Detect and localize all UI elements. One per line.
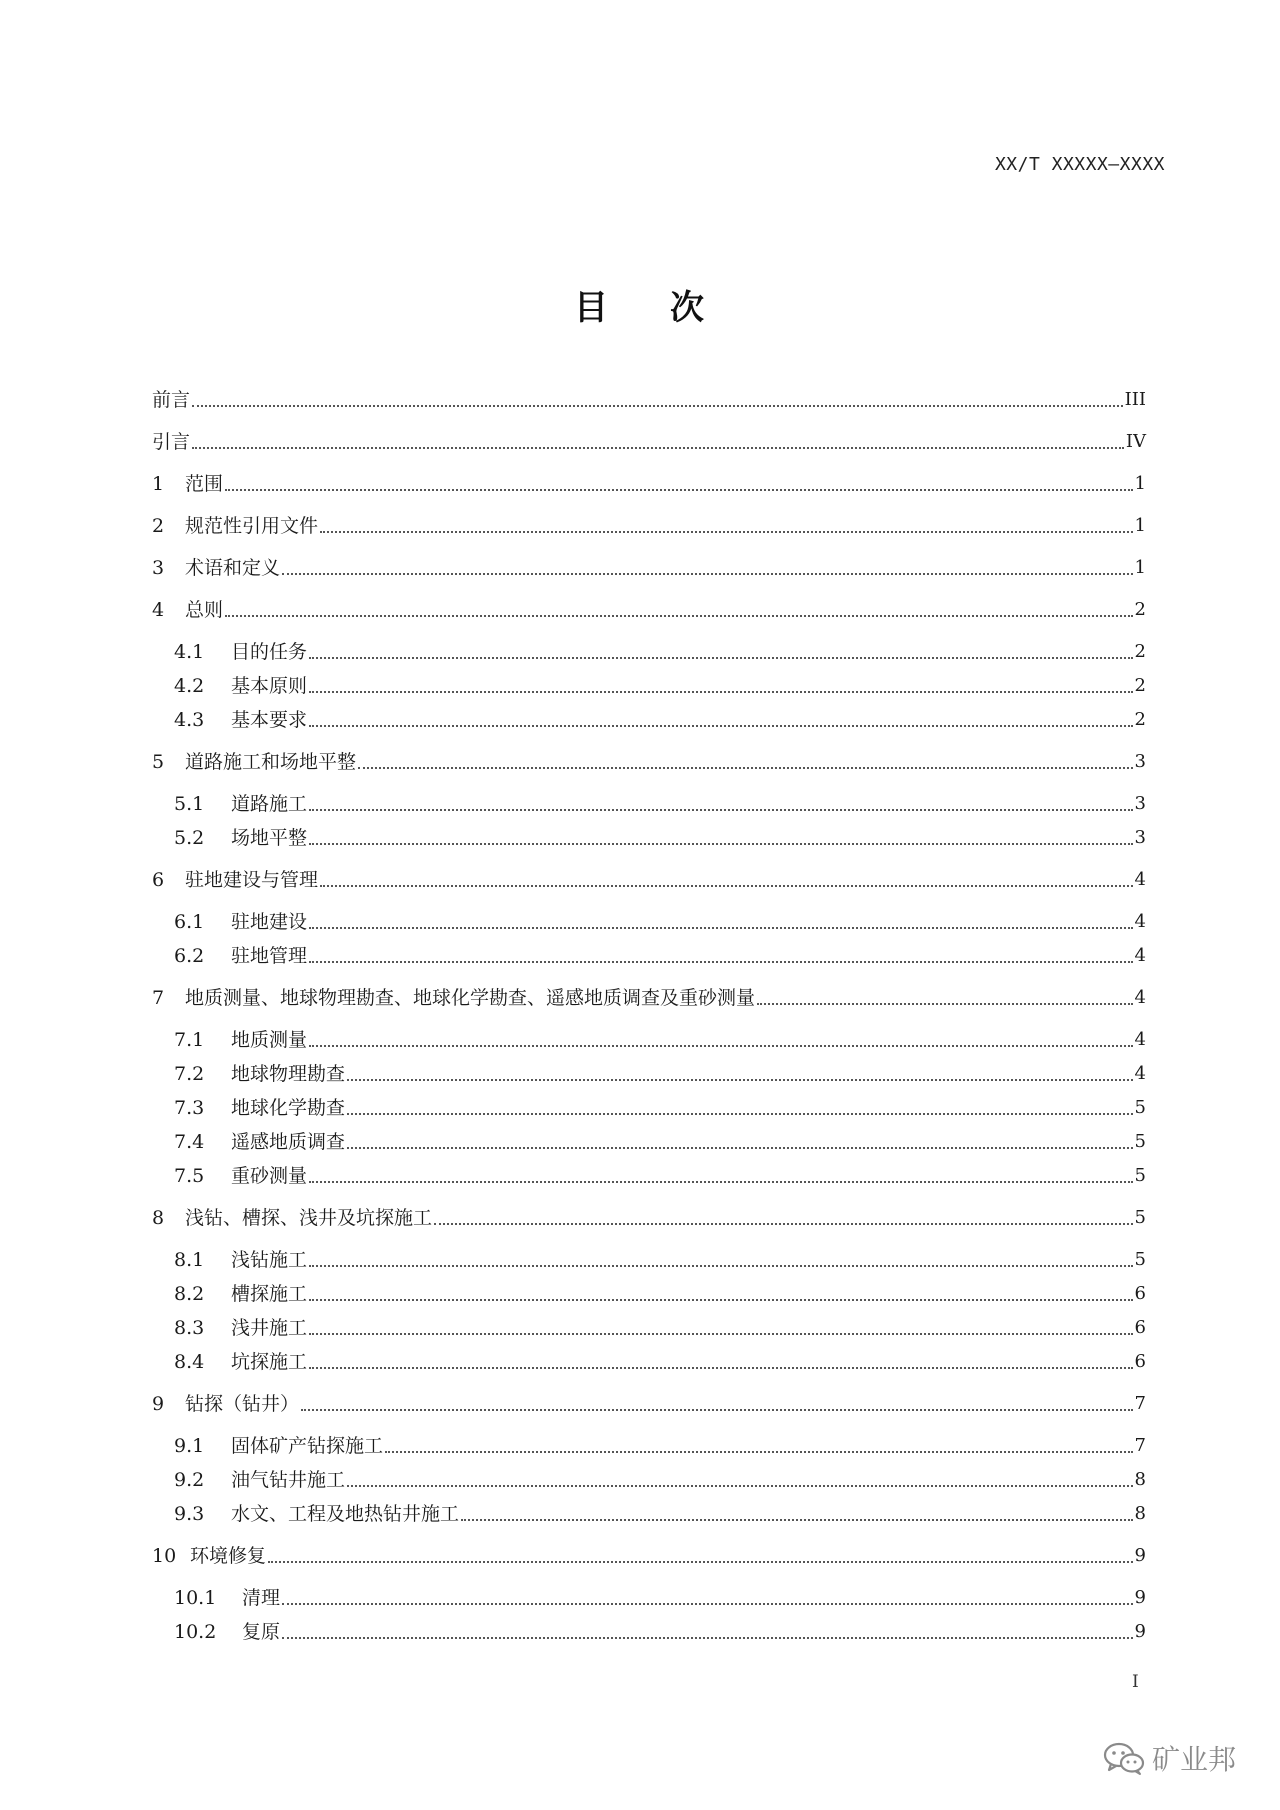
toc-leader-dots: [282, 1603, 1133, 1605]
toc-subentry[interactable]: [174, 1346, 1146, 1374]
toc-entry-page: 9: [1134, 1621, 1146, 1642]
toc-leader-dots: [309, 691, 1133, 693]
title-part-2: 次: [670, 288, 706, 328]
toc-entry-number: 4.2: [174, 675, 205, 697]
toc-entry-page: 8: [1134, 1503, 1146, 1524]
document-code: XX/T XXXXX—XXXX: [994, 154, 1165, 175]
toc-entry-title: 重砂测量: [231, 1165, 308, 1187]
toc-leader-dots: [347, 1079, 1133, 1081]
toc-entry-number: 7.4: [174, 1131, 205, 1153]
toc-entry-title: 前言: [152, 389, 191, 411]
toc-subentry[interactable]: [174, 788, 1146, 816]
toc-entry-number: 7.3: [174, 1097, 205, 1119]
toc-entry-page: 9: [1134, 1587, 1146, 1608]
footer-page-number: I: [1132, 1672, 1139, 1692]
toc-entry-number: 9.1: [174, 1435, 205, 1457]
toc-entry-title: 复原: [242, 1621, 281, 1643]
toc-entry-title: 地球物理勘查: [231, 1063, 346, 1085]
toc-entry-page: 5: [1134, 1249, 1146, 1270]
toc-entry-title: 总则: [185, 599, 224, 621]
toc-entry-page: 1: [1134, 557, 1146, 578]
toc-subentry[interactable]: [174, 1244, 1146, 1272]
toc-leader-dots: [385, 1451, 1133, 1453]
toc-entry-title: 固体矿产钻探施工: [231, 1435, 384, 1457]
toc-entry-number: 8.4: [174, 1351, 205, 1373]
toc-entry-number: 3: [152, 557, 165, 579]
toc-entry[interactable]: [152, 594, 1146, 622]
toc-entry-title: 地质测量: [231, 1029, 308, 1051]
toc-entry-page: 2: [1134, 709, 1146, 730]
toc-leader-dots: [461, 1519, 1133, 1521]
toc-entry-page: 4: [1134, 911, 1146, 932]
toc-leader-dots: [757, 1003, 1133, 1005]
toc-entry-page: 9: [1134, 1545, 1146, 1566]
toc-entry-number: 4: [152, 599, 165, 621]
toc-entry-number: 4.3: [174, 709, 205, 731]
watermark-text: 矿业邦: [1152, 1743, 1237, 1776]
toc-entry-page: 5: [1134, 1131, 1146, 1152]
toc-entry-page: 8: [1134, 1469, 1146, 1490]
toc-entry-title: 槽探施工: [231, 1283, 308, 1305]
toc-entry[interactable]: [152, 982, 1146, 1010]
toc-entry-number: 7.2: [174, 1063, 205, 1085]
toc-entry-number: 9: [152, 1393, 165, 1415]
toc-leader-dots: [320, 531, 1133, 533]
toc-entry-page: 2: [1134, 641, 1146, 662]
toc-entry-title: 基本原则: [231, 675, 308, 697]
toc-leader-dots: [192, 447, 1124, 449]
toc-subentry[interactable]: [174, 670, 1146, 698]
toc-leader-dots: [309, 961, 1133, 963]
toc-entry[interactable]: [152, 746, 1146, 774]
toc-entry[interactable]: [152, 510, 1146, 538]
toc-leader-dots: [309, 657, 1133, 659]
toc-subentry[interactable]: [174, 1058, 1146, 1086]
toc-leader-dots: [434, 1223, 1133, 1225]
toc-leader-dots: [192, 405, 1123, 407]
toc-entry-number: 4.1: [174, 641, 205, 663]
toc-entry-number: 6: [152, 869, 165, 891]
toc-subentry[interactable]: [174, 636, 1146, 664]
toc-entry-title: 浅钻、槽探、浅井及坑探施工: [185, 1207, 433, 1229]
toc-entry-title: 油气钻井施工: [231, 1469, 346, 1491]
toc-entry-title: 驻地管理: [231, 945, 308, 967]
toc-entry-number: 6.2: [174, 945, 205, 967]
toc-leader-dots: [309, 1299, 1133, 1301]
toc-entry-page: 4: [1134, 987, 1146, 1008]
toc-subentry[interactable]: [174, 1278, 1146, 1306]
toc-entry-page: 4: [1134, 1029, 1146, 1050]
toc-subentry[interactable]: [174, 1312, 1146, 1340]
toc-entry-title: 范围: [185, 473, 224, 495]
toc-entry-title: 环境修复: [190, 1545, 267, 1567]
toc-leader-dots: [282, 573, 1133, 575]
toc-entry-number: 6.1: [174, 911, 205, 933]
toc-entry-number: 5: [152, 751, 165, 773]
toc-entry-title: 地球化学勘查: [231, 1097, 346, 1119]
toc-entry-title: 道路施工: [231, 793, 308, 815]
toc-entry[interactable]: [152, 864, 1146, 892]
toc-entry[interactable]: [152, 426, 1146, 454]
toc-entry-number: 2: [152, 515, 165, 537]
toc-entry[interactable]: [152, 1388, 1146, 1416]
toc-entry-title: 目的任务: [231, 641, 308, 663]
toc-entry-number: 9.3: [174, 1503, 205, 1525]
toc-leader-dots: [268, 1561, 1133, 1563]
toc-subentry[interactable]: [174, 1464, 1146, 1492]
toc-entry-number: 7.5: [174, 1165, 205, 1187]
toc-entry[interactable]: [152, 384, 1146, 412]
toc-subentry[interactable]: [174, 1582, 1146, 1610]
toc-entry-number: 9.2: [174, 1469, 205, 1491]
toc-entry-title: 遥感地质调查: [231, 1131, 346, 1153]
toc-entry[interactable]: [152, 1540, 1146, 1568]
toc-entry-page: III: [1124, 389, 1146, 410]
toc-entry-page: 6: [1134, 1317, 1146, 1338]
toc-entry-page: 1: [1134, 515, 1146, 536]
toc-entry-number: 7: [152, 987, 165, 1009]
toc-entry-page: 3: [1134, 827, 1146, 848]
toc-entry-number: 1: [152, 473, 165, 495]
toc-leader-dots: [225, 489, 1133, 491]
toc-leader-dots: [320, 885, 1133, 887]
toc-leader-dots: [309, 809, 1133, 811]
toc-entry-page: 6: [1134, 1283, 1146, 1304]
toc-leader-dots: [347, 1485, 1133, 1487]
toc-subentry[interactable]: [174, 940, 1146, 968]
toc-entry-title: 术语和定义: [185, 557, 281, 579]
toc-entry-title: 水文、工程及地热钻井施工: [231, 1503, 460, 1525]
toc-entry-title: 驻地建设与管理: [185, 869, 319, 891]
toc-entry-page: 5: [1134, 1097, 1146, 1118]
toc-entry-page: IV: [1125, 431, 1146, 452]
toc-entry-page: 2: [1134, 599, 1146, 620]
toc-leader-dots: [225, 615, 1133, 617]
toc-entry-number: 8.1: [174, 1249, 205, 1271]
toc-entry-number: 8.2: [174, 1283, 205, 1305]
toc-entry[interactable]: [152, 552, 1146, 580]
toc-leader-dots: [309, 1265, 1133, 1267]
toc-leader-dots: [309, 843, 1133, 845]
toc-entry-page: 2: [1134, 675, 1146, 696]
toc-entry-number: 10: [152, 1545, 177, 1567]
toc-entry-page: 6: [1134, 1351, 1146, 1372]
toc-entry-number: 10.1: [174, 1587, 217, 1609]
toc-entry-page: 3: [1134, 793, 1146, 814]
toc-entry-page: 4: [1134, 945, 1146, 966]
toc-entry-page: 7: [1134, 1393, 1146, 1414]
toc-entry-number: 5.2: [174, 827, 205, 849]
toc-subentry[interactable]: [174, 1092, 1146, 1120]
toc-entry-number: 7.1: [174, 1029, 205, 1051]
toc-entry-number: 8.3: [174, 1317, 205, 1339]
toc-entry-page: 3: [1134, 751, 1146, 772]
toc-entry-title: 地质测量、地球物理勘查、地球化学勘查、遥感地质调查及重砂测量: [185, 987, 756, 1009]
toc-entry-title: 清理: [242, 1587, 281, 1609]
toc-entry-title: 规范性引用文件: [185, 515, 319, 537]
toc-subentry[interactable]: [174, 1616, 1146, 1644]
toc-entry-title: 浅井施工: [231, 1317, 308, 1339]
toc-entry-page: 4: [1134, 1063, 1146, 1084]
toc-entry-title: 坑探施工: [231, 1351, 308, 1373]
toc-entry-page: 5: [1134, 1165, 1146, 1186]
toc-leader-dots: [309, 1045, 1133, 1047]
toc-entry-title: 基本要求: [231, 709, 308, 731]
toc-entry-page: 4: [1134, 869, 1146, 890]
title-part-1: 目: [574, 288, 610, 328]
toc-leader-dots: [301, 1409, 1133, 1411]
toc-subentry[interactable]: [174, 1498, 1146, 1526]
toc-entry-page: 7: [1134, 1435, 1146, 1456]
toc-entry-number: 10.2: [174, 1621, 217, 1643]
toc-subentry[interactable]: [174, 1024, 1146, 1052]
toc-entry[interactable]: [152, 468, 1146, 496]
toc-entry-number: 8: [152, 1207, 165, 1229]
toc-entry-title: 驻地建设: [231, 911, 308, 933]
toc-entry-title: 场地平整: [231, 827, 308, 849]
toc-entry-title: 钻探（钻井）: [185, 1393, 300, 1415]
toc-leader-dots: [347, 1113, 1133, 1115]
toc-subentry[interactable]: [174, 1430, 1146, 1458]
toc-leader-dots: [347, 1147, 1133, 1149]
toc-leader-dots: [309, 725, 1133, 727]
toc-leader-dots: [309, 1333, 1133, 1335]
watermark: [1102, 1738, 1236, 1778]
toc-entry-page: 1: [1134, 473, 1146, 494]
toc-subentry[interactable]: [174, 822, 1146, 850]
toc-entry-title: 引言: [152, 431, 191, 453]
toc-leader-dots: [309, 927, 1133, 929]
toc-leader-dots: [309, 1181, 1133, 1183]
toc-subentry[interactable]: [174, 1160, 1146, 1188]
toc-entry-title: 道路施工和场地平整: [185, 751, 357, 773]
toc-entry-title: 浅钻施工: [231, 1249, 308, 1271]
toc-subentry[interactable]: [174, 1126, 1146, 1154]
wechat-icon: [1102, 1740, 1146, 1776]
toc-entry[interactable]: [152, 1202, 1146, 1230]
toc-subentry[interactable]: [174, 704, 1146, 732]
toc-leader-dots: [309, 1367, 1133, 1369]
toc-entry-number: 5.1: [174, 793, 205, 815]
page-title: [0, 280, 1280, 329]
toc-leader-dots: [358, 767, 1133, 769]
toc-entry-page: 5: [1134, 1207, 1146, 1228]
toc-subentry[interactable]: [174, 906, 1146, 934]
toc-leader-dots: [282, 1637, 1133, 1639]
